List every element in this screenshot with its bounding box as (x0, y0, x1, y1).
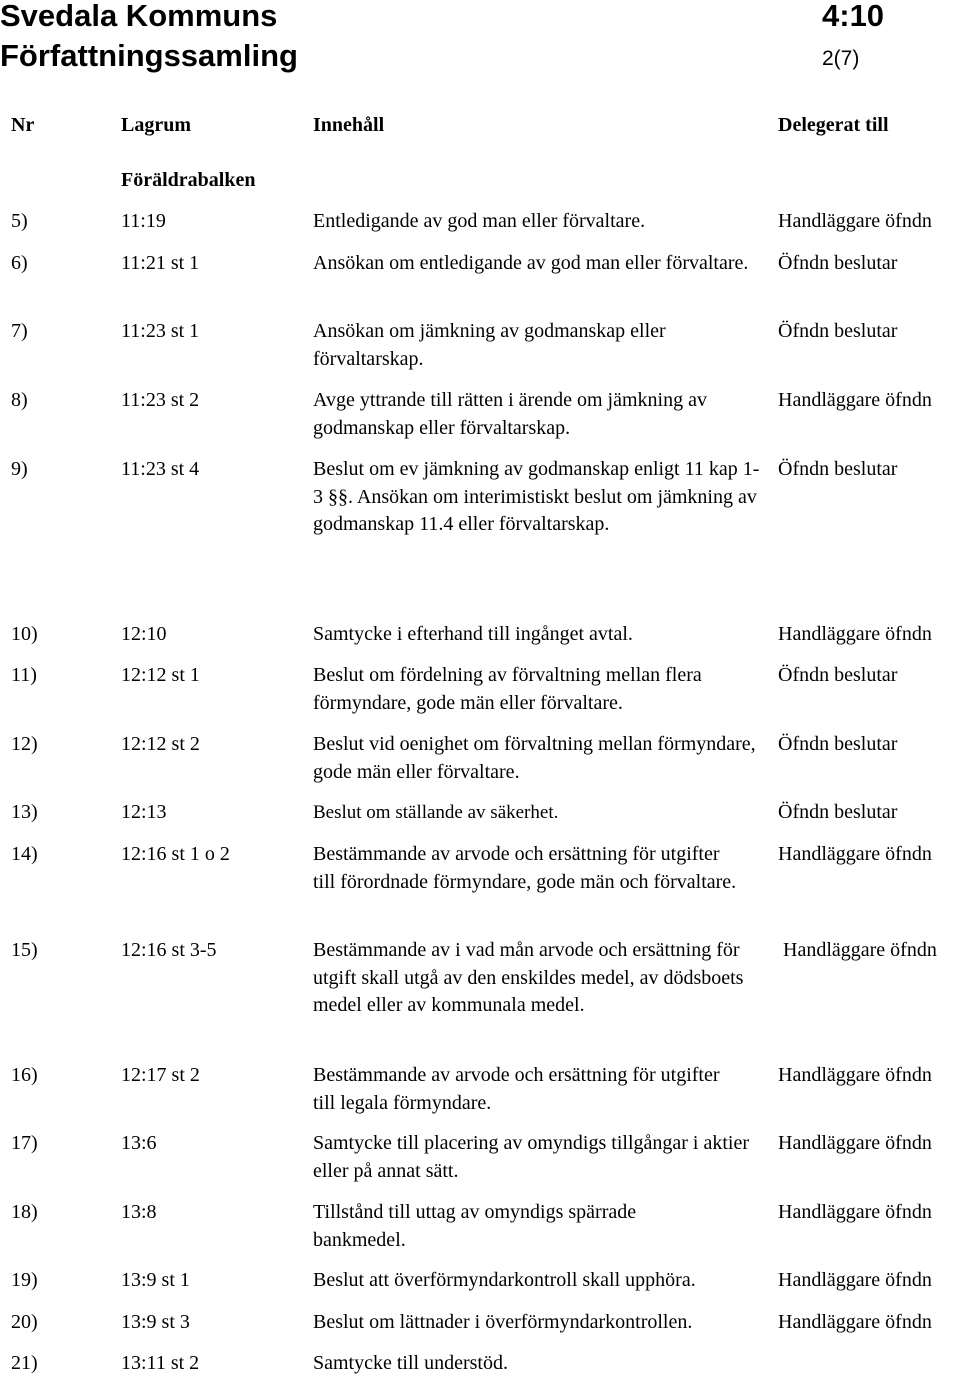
row-delegate: Öfndn beslutar (778, 733, 898, 755)
row-delegate: Handläggare öfndn (778, 210, 932, 232)
row-content: Samtycke till placering av omyndigs tillgångar i aktier eller på annat sätt. (313, 1132, 749, 1182)
row-content: Ansökan om jämkning av godmanskap eller förvaltarskap. (313, 320, 666, 370)
row-delegate: Öfndn beslutar (778, 320, 898, 342)
col-header-innehall: Innehåll (313, 114, 385, 136)
row-nr: 10) (11, 623, 38, 645)
org-name: Svedala Kommuns (0, 0, 278, 33)
row-content: Tillstånd till uttag av omyndigs spärrade bankmedel. (313, 1201, 637, 1251)
row-content: Samtycke till understöd. (313, 1352, 508, 1374)
row-delegate: Handläggare öfndn (778, 843, 932, 865)
section-heading: Föräldrabalken (121, 169, 256, 191)
row-content: Bestämmande av i vad mån arvode och ersättning för utgift skall utgå av den enskildes medel, av dödsboets medel eller av kommunala medel. (313, 939, 744, 1016)
row-nr: 19) (11, 1269, 38, 1291)
row-lagrum: 12:10 (121, 623, 167, 645)
row-nr: 5) (11, 210, 28, 232)
row-nr: 6) (11, 252, 28, 274)
row-lagrum: 12:17 st 2 (121, 1064, 200, 1086)
row-delegate: Öfndn beslutar (778, 801, 898, 823)
row-delegate: Handläggare öfndn (778, 1311, 932, 1333)
row-nr: 20) (11, 1311, 38, 1333)
row-content: Bestämmande av arvode och ersättning för utgifter till legala förmyndare. (313, 1064, 720, 1114)
row-nr: 7) (11, 320, 28, 342)
col-header-delegerat: Delegerat till (778, 114, 889, 136)
row-lagrum: 13:11 st 2 (121, 1352, 200, 1374)
row-nr: 13) (11, 801, 38, 823)
row-delegate: Handläggare öfndn (778, 1132, 932, 1154)
row-lagrum: 13:8 (121, 1201, 157, 1223)
row-nr: 8) (11, 389, 28, 411)
row-lagrum: 13:6 (121, 1132, 157, 1154)
row-delegate: Handläggare öfndn (783, 939, 937, 961)
row-nr: 21) (11, 1352, 38, 1374)
row-content: Beslut om ställande av säkerhet. (313, 802, 559, 823)
row-lagrum: 12:16 st 3-5 (121, 939, 217, 961)
row-lagrum: 11:21 st 1 (121, 252, 200, 274)
row-delegate: Handläggare öfndn (778, 1201, 932, 1223)
row-lagrum: 12:16 st 1 o 2 (121, 843, 230, 865)
row-delegate: Handläggare öfndn (778, 389, 932, 411)
row-nr: 9) (11, 458, 28, 480)
row-content: Beslut om ev jämkning av godmanskap enligt 11 kap 1-3 §§. Ansökan om interimistiskt beslut om jämkning av godmanskap 11.4 eller förvaltarskap. (313, 458, 760, 535)
row-content: Ansökan om entledigande av god man eller förvaltare. (313, 252, 749, 274)
row-lagrum: 12:12 st 2 (121, 733, 200, 755)
col-header-nr: Nr (11, 114, 35, 136)
row-content: Beslut att överförmyndarkontroll skall upphöra. (313, 1269, 696, 1291)
page-number: 2(7) (822, 47, 860, 70)
row-content: Entledigande av god man eller förvaltare. (313, 210, 646, 232)
row-lagrum: 11:23 st 1 (121, 320, 200, 342)
row-content: Samtycke i efterhand till ingånget avtal. (313, 623, 633, 645)
row-nr: 17) (11, 1132, 38, 1154)
row-lagrum: 13:9 st 3 (121, 1311, 190, 1333)
row-content: Bestämmande av arvode och ersättning för utgifter till förordnade förmyndare, gode män och förvaltare. (313, 843, 737, 893)
document-header (0, 0, 298, 76)
row-nr: 15) (11, 939, 38, 961)
row-lagrum: 12:12 st 1 (121, 664, 200, 686)
row-content: Beslut om lättnader i överförmyndarkontrollen. (313, 1311, 693, 1333)
row-delegate: Öfndn beslutar (778, 252, 898, 274)
document-code: 4:10 (822, 0, 885, 33)
row-nr: 18) (11, 1201, 38, 1223)
row-nr: 16) (11, 1064, 38, 1086)
row-content: Avge yttrande till rätten i ärende om jämkning av godmanskap eller förvaltarskap. (313, 389, 707, 439)
row-delegate: Handläggare öfndn (778, 623, 932, 645)
row-nr: 12) (11, 733, 38, 755)
row-lagrum: 13:9 st 1 (121, 1269, 190, 1291)
row-delegate: Öfndn beslutar (778, 458, 898, 480)
row-delegate: Handläggare öfndn (778, 1269, 932, 1291)
collection-title: Författningssamling (0, 38, 298, 73)
row-lagrum: 12:13 (121, 801, 167, 823)
row-delegate: Öfndn beslutar (778, 664, 898, 686)
row-nr: 14) (11, 843, 38, 865)
row-lagrum: 11:19 (121, 210, 166, 232)
row-content: Beslut om fördelning av förvaltning mellan flera förmyndare, gode män eller förvaltare. (313, 664, 702, 714)
col-header-lagrum: Lagrum (121, 114, 191, 136)
row-content: Beslut vid oenighet om förvaltning mellan förmyndare, gode män eller förvaltare. (313, 733, 756, 783)
row-delegate: Handläggare öfndn (778, 1064, 932, 1086)
row-lagrum: 11:23 st 2 (121, 389, 200, 411)
row-lagrum: 11:23 st 4 (121, 458, 200, 480)
row-nr: 11) (11, 664, 37, 686)
